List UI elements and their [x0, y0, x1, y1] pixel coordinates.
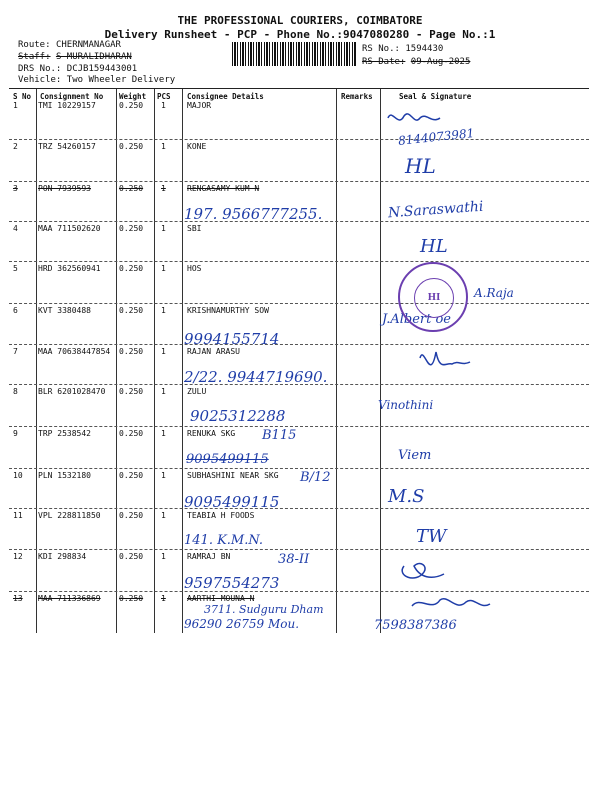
col-header-weight: Weight — [119, 92, 147, 101]
cell-pcs: 1 — [161, 471, 166, 480]
drs-value: DCJB159443001 — [66, 64, 138, 74]
cell-pcs: 1 — [161, 142, 166, 151]
col-header-pcs: PCS — [157, 92, 171, 101]
signature: Vinothini — [378, 398, 434, 412]
cell-consignment: MAA 711336869 — [38, 594, 101, 603]
cell-consignment: TMI 10229157 — [38, 101, 96, 110]
handwritten-note: B/12 — [300, 470, 331, 485]
cell-consignee: MAJOR — [187, 101, 212, 110]
cell-pcs: 1 — [161, 264, 166, 273]
col-header-consignment: Consignment No — [40, 92, 104, 101]
cell-consignee: RENUKA SKG — [187, 429, 236, 438]
handwritten-phone: 2/22. 9944719690. — [184, 368, 328, 386]
cell-consignee: KRISHNAMURTHY SOW — [187, 306, 269, 315]
signature-scribble — [388, 114, 440, 120]
col-header-sno: S No — [13, 92, 32, 101]
cell-weight: 0.250 — [119, 511, 144, 520]
cell-consignment: MAA 711502620 — [38, 224, 101, 233]
cell-sno: 5 — [13, 264, 18, 273]
cell-consignment: PON 7939593 — [38, 184, 91, 193]
cell-consignment: KVT 3380488 — [38, 306, 91, 315]
cell-consignment: VPL 228811850 — [38, 511, 101, 520]
cell-weight: 0.250 — [119, 594, 144, 603]
cell-sno: 4 — [13, 224, 18, 233]
handwritten-phone: 9994155714 — [184, 330, 280, 348]
cell-consignment: PLN 1532180 — [38, 471, 91, 480]
cell-consignment: HRD 362560941 — [38, 264, 101, 273]
runsheet-title: Delivery Runsheet - PCP - Phone No.:9047080280 - Page No.:1 — [104, 28, 496, 41]
cell-sno: 2 — [13, 142, 18, 151]
route-value: CHERNMANAGAR — [55, 40, 121, 50]
company-name: THE PROFESSIONAL COURIERS, COIMBATORE — [177, 14, 423, 27]
cell-sno: 7 — [13, 347, 18, 356]
cell-consignee: KONE — [187, 142, 207, 151]
cell-weight: 0.250 — [119, 101, 144, 110]
cell-consignment: BLR 6201028470 — [38, 387, 106, 396]
cell-weight: 0.250 — [119, 224, 144, 233]
col-header-seal: Seal & Signature — [399, 92, 472, 101]
cell-weight: 0.250 — [119, 264, 144, 273]
cell-pcs: 1 — [161, 594, 166, 603]
cell-pcs: 1 — [161, 224, 166, 233]
signature-scribble — [402, 564, 444, 579]
handwritten-note: B115 — [262, 428, 297, 443]
cell-pcs: 1 — [161, 429, 166, 438]
cell-sno: 13 — [13, 594, 23, 603]
cell-sno: 6 — [13, 306, 18, 315]
cell-sno: 11 — [13, 511, 23, 520]
staff-value: S MURALIDHARAN — [55, 52, 132, 62]
handwritten-address: 141. K.M.N. — [184, 533, 264, 548]
col-header-consignee: Consignee Details — [187, 92, 264, 101]
cell-weight: 0.250 — [119, 184, 144, 193]
signature-scribble — [412, 599, 490, 606]
cell-consignment: TRZ 54260157 — [38, 142, 96, 151]
stamp-center: HI — [414, 278, 454, 318]
signature: N.Saraswathi — [387, 198, 484, 222]
rs-date-value: 09-Aug-2025 — [410, 57, 471, 67]
signature-phone: 8144073981 — [397, 126, 475, 148]
cell-pcs: 1 — [161, 101, 166, 110]
cell-sno: 3 — [13, 184, 18, 193]
cell-pcs: 1 — [161, 387, 166, 396]
cell-consignee: TEABIA H FOODS — [187, 511, 255, 520]
drs-label: DRS No.: — [18, 64, 62, 74]
cell-consignee: RAJAN ARASU — [187, 347, 240, 356]
cell-weight: 0.250 — [119, 142, 144, 151]
signature-scribble — [420, 352, 470, 365]
rs-no-value: 1594430 — [405, 44, 444, 54]
rs-no-label: RS No.: — [362, 44, 400, 54]
handwritten-note: 38-II — [278, 552, 310, 567]
vehicle-label: Vehicle: — [18, 75, 62, 85]
vehicle-value: Two Wheeler Delivery — [66, 75, 176, 85]
handwritten-phone: 9095499115 — [184, 493, 280, 511]
cell-consignee: SBI — [187, 224, 202, 233]
cell-consignee: RAMRAJ BN — [187, 552, 231, 561]
signature: A.Raja — [474, 286, 514, 300]
cell-consignment: KDI 298834 — [38, 552, 87, 561]
cell-pcs: 1 — [161, 184, 166, 193]
cell-sno: 1 — [13, 101, 18, 110]
cell-weight: 0.250 — [119, 429, 144, 438]
handwritten-phone-struck: 9095499115 — [186, 452, 269, 467]
cell-pcs: 1 — [161, 306, 166, 315]
company-stamp — [398, 262, 468, 332]
signature: M.S — [388, 486, 425, 507]
cell-consignment: MAA 70638447854 — [38, 347, 111, 356]
handwritten-address: 3711. Sudguru Dham — [204, 603, 324, 616]
cell-sno: 8 — [13, 387, 18, 396]
cell-pcs: 1 — [161, 552, 166, 561]
cell-consignee: RENGASAMY KUM N — [187, 184, 260, 193]
rs-date-label: RS Date: — [362, 57, 406, 67]
cell-consignee: SUBHASHINI NEAR SKG — [187, 471, 279, 480]
cell-weight: 0.250 — [119, 347, 144, 356]
cell-consignee: ZULU — [187, 387, 207, 396]
signature: HL — [405, 154, 436, 178]
handwritten-phone: 9597554273 — [184, 574, 280, 592]
cell-consignee: AARTHI MOUNA N — [187, 594, 255, 603]
signature: TW — [416, 526, 447, 547]
cell-weight: 0.250 — [119, 306, 144, 315]
signature: Viem — [398, 448, 432, 463]
cell-sno: 12 — [13, 552, 23, 561]
cell-pcs: 1 — [161, 511, 166, 520]
cell-weight: 0.250 — [119, 471, 144, 480]
handwritten-phone: 9025312288 — [190, 407, 286, 425]
handwritten-phone: 7598387386 — [374, 618, 457, 633]
handwritten-address: 96290 26759 Mou. — [184, 617, 300, 631]
cell-consignment: TRP 2538542 — [38, 429, 91, 438]
cell-consignee: HOS — [187, 264, 202, 273]
cell-sno: 10 — [13, 471, 23, 480]
cell-weight: 0.250 — [119, 552, 144, 561]
route-label: Route: — [18, 40, 51, 50]
cell-sno: 9 — [13, 429, 18, 438]
cell-weight: 0.250 — [119, 387, 144, 396]
col-header-remarks: Remarks — [341, 92, 373, 101]
handwritten-phone: 197. 9566777255. — [184, 205, 323, 223]
signature: J.Albert oe — [382, 312, 451, 327]
staff-label: Staff: — [18, 52, 51, 62]
signature: HL — [420, 236, 448, 257]
cell-pcs: 1 — [161, 347, 166, 356]
